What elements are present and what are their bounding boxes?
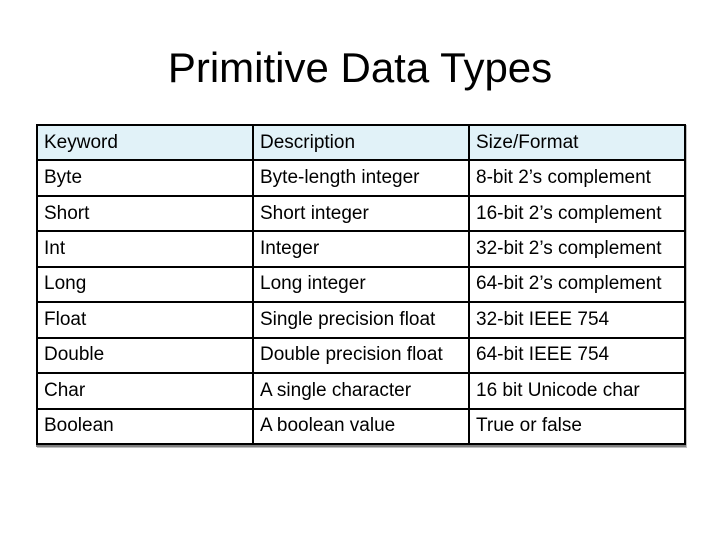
cell-size-format: 8-bit 2’s complement <box>469 160 685 195</box>
table-header-row <box>37 125 685 160</box>
slide-title: Primitive Data Types <box>167 44 553 91</box>
cell-keyword: Short <box>37 196 253 231</box>
cell-keyword: Char <box>37 373 253 408</box>
cell-keyword: Double <box>37 338 253 373</box>
table-row <box>37 409 685 445</box>
table-row <box>37 196 685 231</box>
cell-size-format: 16 bit Unicode char <box>469 373 685 408</box>
header-description: Description <box>253 125 469 160</box>
cell-size-format: 64-bit IEEE 754 <box>469 338 685 373</box>
cell-keyword: Boolean <box>37 409 253 445</box>
cell-description: Double precision float <box>253 338 469 373</box>
cell-description: Long integer <box>253 267 469 302</box>
table-row <box>37 302 685 337</box>
table-row <box>37 160 685 195</box>
cell-keyword: Byte <box>37 160 253 195</box>
header-size-format: Size/Format <box>469 125 685 160</box>
cell-description: Short integer <box>253 196 469 231</box>
cell-keyword: Float <box>37 302 253 337</box>
table-row <box>37 231 685 266</box>
data-types-table <box>36 124 686 445</box>
table-row <box>37 267 685 302</box>
cell-description: Byte-length integer <box>253 160 469 195</box>
cell-size-format: 16-bit 2’s complement <box>469 196 685 231</box>
cell-description: Integer <box>253 231 469 266</box>
table-row <box>37 338 685 373</box>
header-keyword: Keyword <box>37 125 253 160</box>
cell-description: A boolean value <box>253 409 469 445</box>
cell-keyword: Int <box>37 231 253 266</box>
cell-size-format: 32-bit 2’s complement <box>469 231 685 266</box>
table-row <box>37 373 685 408</box>
cell-keyword: Long <box>37 267 253 302</box>
cell-description: A single character <box>253 373 469 408</box>
cell-description: Single precision float <box>253 302 469 337</box>
cell-size-format: 32-bit IEEE 754 <box>469 302 685 337</box>
cell-size-format: True or false <box>469 409 685 445</box>
data-types-table-frame <box>36 124 686 447</box>
cell-size-format: 64-bit 2’s complement <box>469 267 685 302</box>
